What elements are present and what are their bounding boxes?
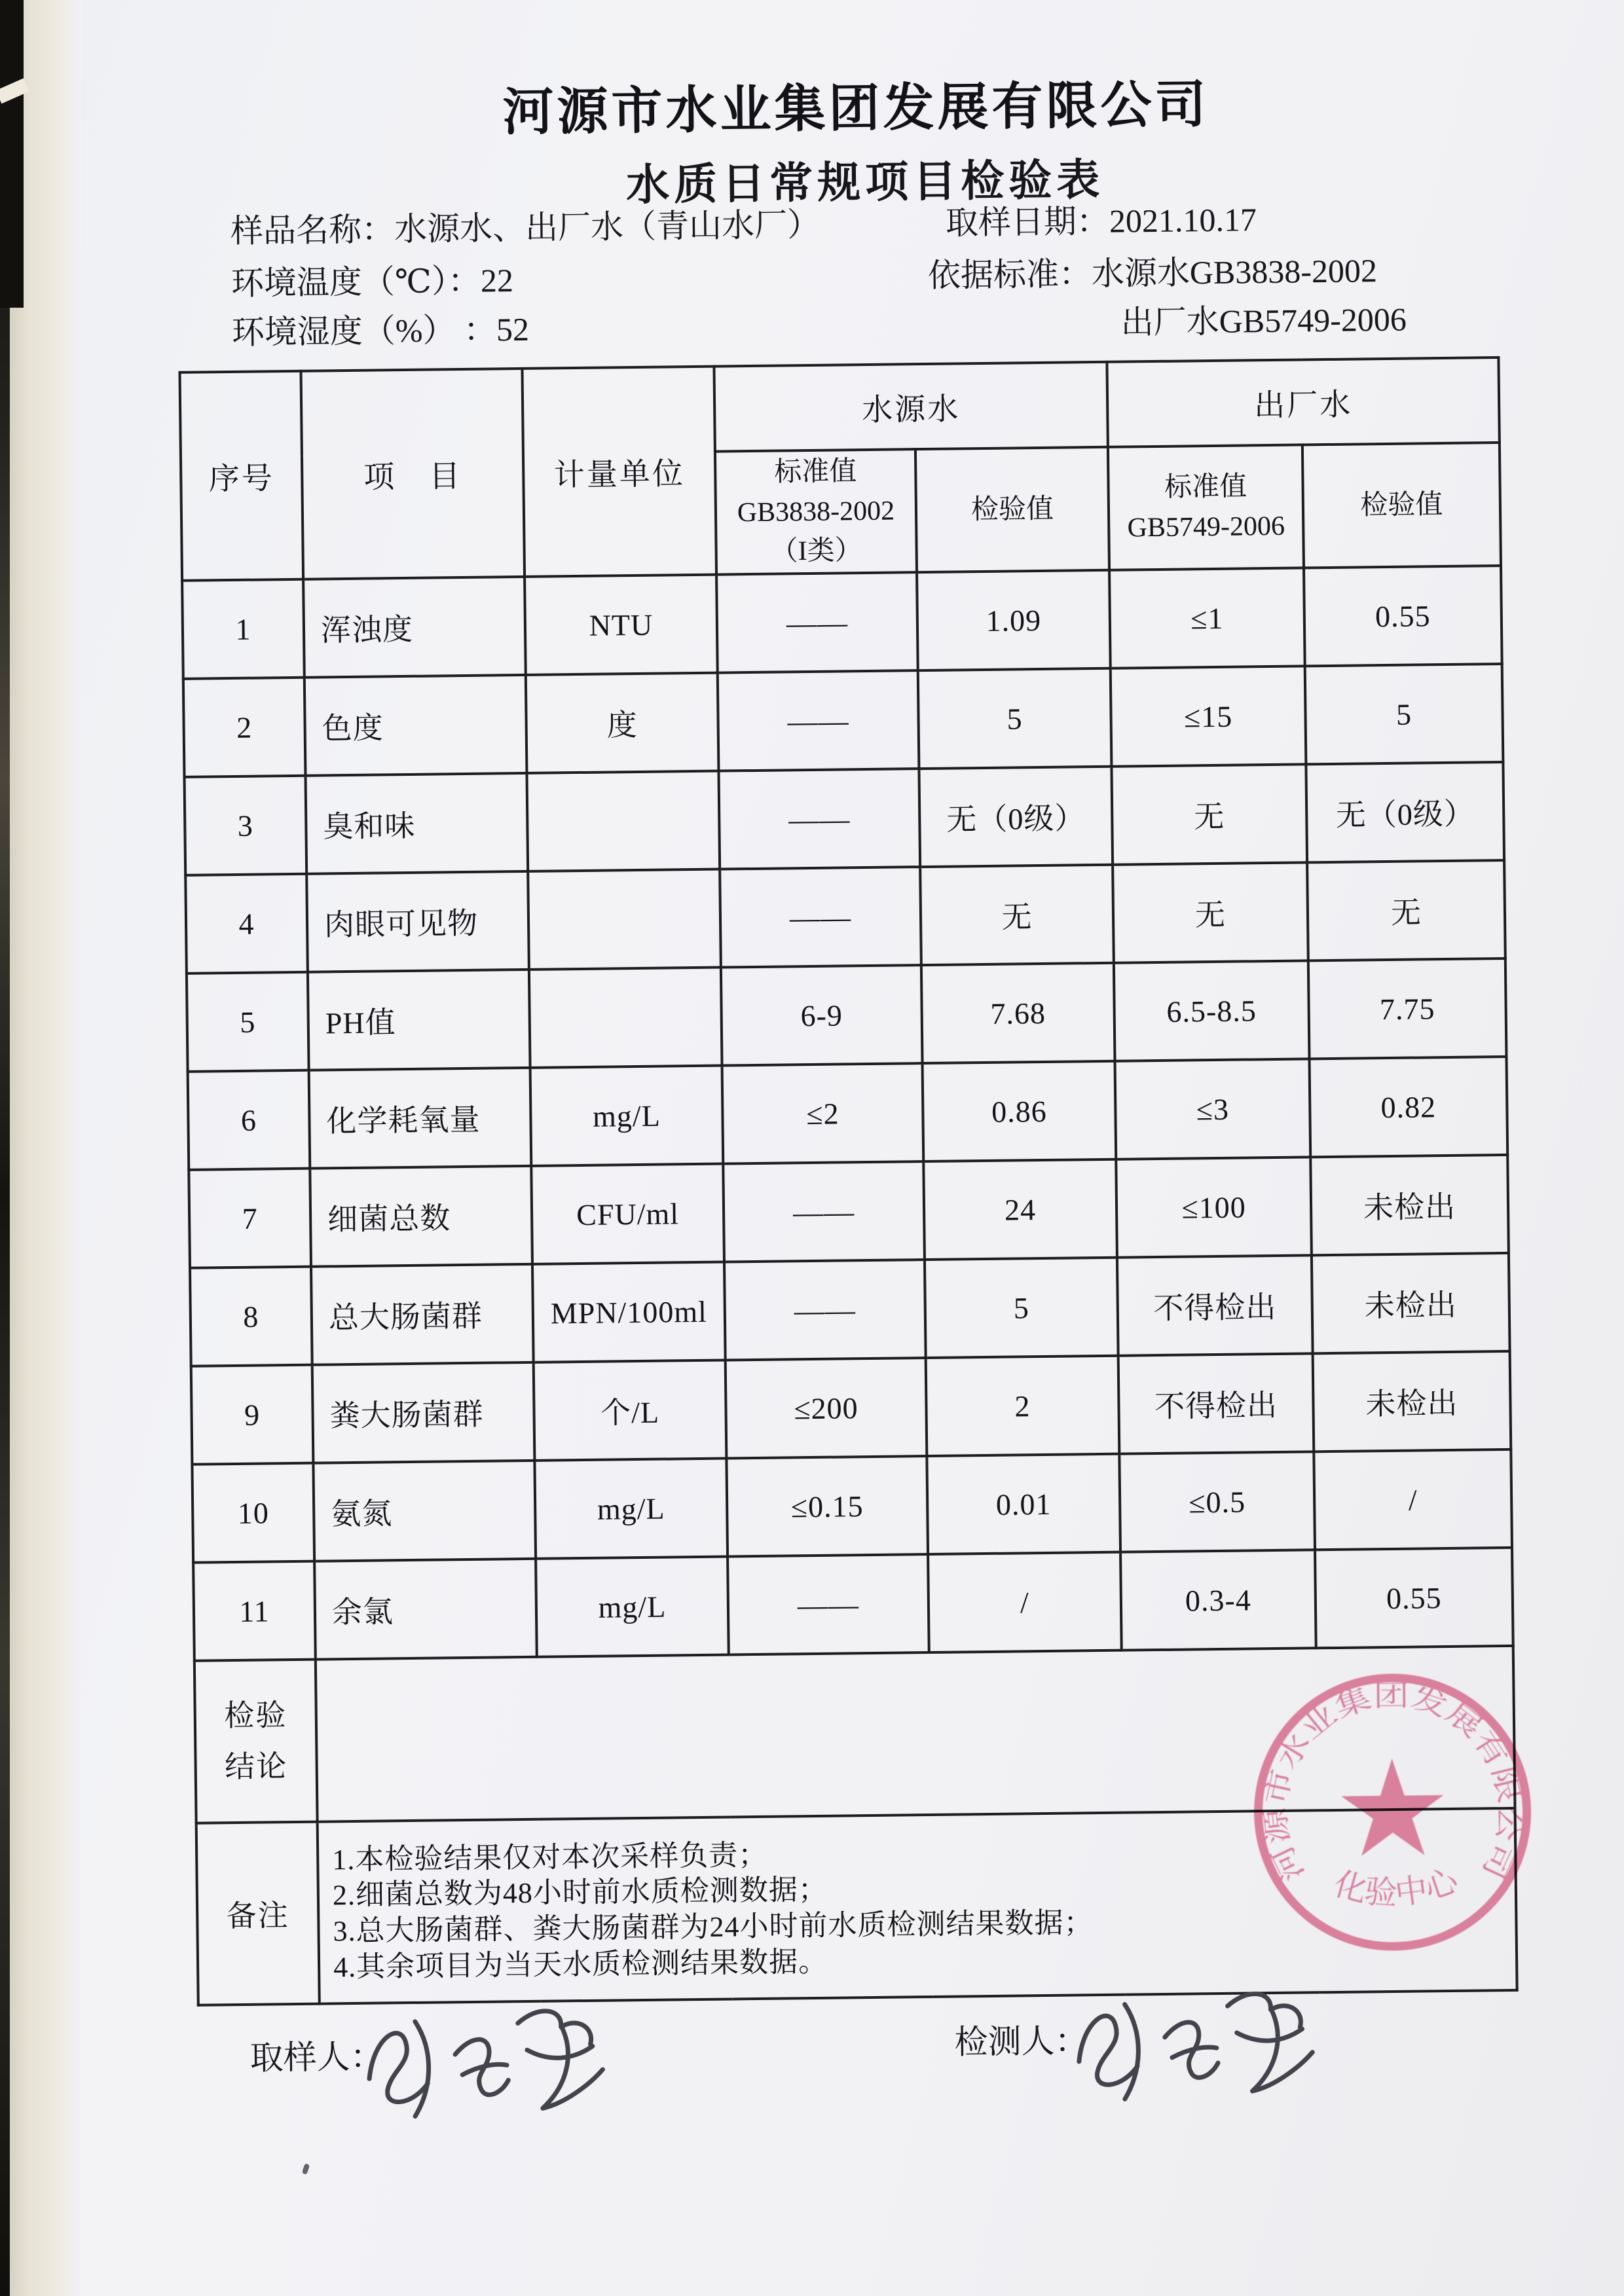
header-source-val: 检验值	[915, 447, 1109, 572]
page-title: 河源市水业集团发展有限公司	[502, 76, 1209, 141]
remark-label: 备注	[196, 1822, 320, 2005]
sample-name-line	[231, 198, 821, 252]
header-factory-val: 检验值	[1302, 443, 1501, 568]
cell-factory-standard: ≤3	[1115, 1059, 1311, 1159]
cell-source-standard: ——	[718, 769, 920, 869]
cell-factory-value: 无（0级）	[1306, 762, 1504, 862]
cell-seq: 6	[188, 1070, 310, 1170]
sample-name-value: 水源水、出厂水（青山水厂）	[394, 206, 821, 248]
cell-factory-standard: 6.5-8.5	[1114, 960, 1310, 1061]
remark-line: 3.总大肠菌群、粪大肠菌群为24小时前水质检测结果数据；	[333, 1906, 1094, 1948]
cell-unit: NTU	[525, 575, 718, 675]
cell-source-value: /	[928, 1552, 1122, 1652]
cell-source-value: 无	[920, 865, 1114, 965]
cell-unit: 个/L	[534, 1360, 727, 1461]
table-row	[192, 1449, 1512, 1563]
table-row	[185, 762, 1505, 875]
cell-factory-value: 未检出	[1312, 1253, 1510, 1353]
cell-source-standard: ≤2	[722, 1063, 924, 1163]
cell-seq: 1	[182, 579, 304, 679]
tester-signature	[1060, 1959, 1327, 2121]
cell-seq: 11	[193, 1561, 316, 1661]
cell-source-value: 1.09	[917, 570, 1111, 670]
cell-factory-standard: 无	[1111, 764, 1307, 864]
cell-seq: 5	[187, 972, 309, 1072]
standard-line	[927, 244, 1377, 297]
page-subtitle: 水质日常规项目检验表	[625, 156, 1105, 210]
sampling-date-label: 取样日期：	[945, 202, 1110, 242]
remark-line: 1.本检验结果仅对本次采样负责；	[332, 1838, 768, 1876]
cell-item: 粪大肠菌群	[312, 1362, 535, 1463]
table-row	[187, 958, 1507, 1072]
cell-factory-value: 5	[1305, 664, 1504, 764]
cell-source-standard: ≤200	[726, 1358, 927, 1458]
conclusion-label: 检验 结论	[194, 1660, 318, 1823]
cell-factory-value: 0.82	[1310, 1057, 1508, 1157]
cell-factory-value: 未检出	[1313, 1351, 1511, 1451]
standard-label: 依据标准：	[927, 255, 1092, 294]
cell-source-value: 24	[923, 1159, 1117, 1260]
cell-source-value: 0.01	[927, 1454, 1120, 1554]
cell-item: 细菌总数	[310, 1166, 532, 1267]
cell-factory-standard: ≤100	[1116, 1157, 1312, 1257]
cell-factory-standard: 不得检出	[1118, 1353, 1314, 1453]
cell-item: 余氯	[314, 1559, 537, 1660]
cell-unit: CFU/ml	[531, 1164, 724, 1264]
cell-factory-standard: ≤15	[1111, 666, 1306, 766]
cell-source-value: 2	[926, 1356, 1120, 1456]
cell-seq: 7	[189, 1169, 311, 1268]
cell-unit: 度	[526, 673, 719, 773]
cell-factory-standard: 无	[1113, 862, 1308, 962]
env-humidity-value: 52	[496, 310, 530, 348]
cell-seq: 9	[191, 1365, 314, 1465]
env-temp-value: 22	[480, 262, 514, 299]
cell-unit: mg/L	[530, 1066, 724, 1166]
company-stamp	[1240, 1660, 1545, 1964]
cell-seq: 8	[190, 1267, 312, 1366]
cell-factory-standard: ≤0.5	[1119, 1451, 1315, 1552]
cell-source-standard: ——	[728, 1554, 929, 1654]
sampling-date-value: 2021.10.17	[1109, 201, 1257, 240]
cell-factory-value: 0.55	[1304, 566, 1502, 666]
env-temp-line	[231, 254, 514, 304]
stamp-star	[1341, 1758, 1445, 1856]
sample-name-label: 样品名称：	[230, 211, 395, 249]
svg-text:化验中心	[1330, 1861, 1464, 1912]
cell-source-standard: ——	[720, 867, 921, 967]
cell-factory-value: 7.75	[1308, 958, 1507, 1059]
cell-unit: mg/L	[536, 1557, 729, 1657]
cell-seq: 4	[185, 874, 308, 974]
table-row	[182, 566, 1502, 679]
table-row	[183, 664, 1504, 777]
stamp-ring-text: 河源市水业集团发展有限公司	[1259, 1679, 1526, 1887]
stamp-center-text: 化验中心	[1330, 1861, 1463, 1912]
remark-line: 4.其余项目为当天水质检测结果数据。	[333, 1945, 828, 1983]
cell-unit	[528, 869, 721, 970]
table-row	[190, 1253, 1510, 1366]
cell-source-standard: ——	[723, 1161, 925, 1262]
cell-unit: mg/L	[534, 1459, 728, 1559]
cell-item: 浑浊度	[303, 577, 526, 678]
header-factory-std: 标准值 GB5749-2006	[1108, 445, 1304, 570]
cell-seq: 10	[192, 1463, 314, 1563]
cell-source-value: 5	[918, 668, 1112, 769]
env-humidity-label: 环境湿度（%） ：	[231, 311, 497, 351]
cell-source-value: 5	[925, 1258, 1118, 1358]
cell-item: 化学耗氧量	[309, 1068, 532, 1169]
standard-source-value: 水源水GB3838-2002	[1091, 252, 1378, 293]
cell-source-value: 7.68	[921, 963, 1115, 1063]
header-item: 项 目	[301, 369, 525, 579]
header-source-std: 标准值 GB3838-2002 （I类）	[715, 449, 917, 574]
remark-line: 2.细菌总数为48小时前水质检测数据；	[332, 1874, 828, 1912]
standard-factory-line	[1120, 293, 1407, 344]
header-seq: 序号	[179, 371, 303, 581]
cell-source-value: 0.86	[923, 1061, 1116, 1161]
cell-unit	[526, 771, 720, 871]
table-row	[191, 1351, 1511, 1465]
cell-item: PH值	[308, 970, 530, 1070]
cell-factory-standard: ≤1	[1109, 568, 1305, 668]
sampler-label: 取样人：	[249, 2039, 384, 2077]
cell-factory-value: 0.55	[1315, 1548, 1513, 1648]
cell-source-standard: ≤0.15	[726, 1456, 928, 1556]
cell-item: 氨氮	[313, 1461, 536, 1561]
table-row	[189, 1155, 1509, 1268]
cell-source-standard: ——	[718, 670, 919, 771]
cell-item: 肉眼可见物	[306, 871, 529, 972]
cell-unit	[529, 968, 722, 1068]
header-unit: 计量单位	[522, 367, 716, 577]
header-source-group: 水源水	[714, 362, 1107, 452]
cell-source-standard: ——	[716, 572, 918, 672]
cell-item: 臭和味	[305, 773, 528, 874]
table-row	[193, 1548, 1513, 1661]
standard-factory-value: 出厂水GB5749-2006	[1120, 301, 1407, 341]
cell-source-value: 无（0级）	[919, 767, 1113, 867]
sampling-date-line	[946, 193, 1257, 244]
sampler-signature	[350, 1977, 618, 2138]
env-humidity-line	[231, 303, 529, 354]
table-row	[185, 860, 1505, 974]
cell-item: 色度	[304, 675, 527, 776]
tester-label: 检测人：	[954, 2023, 1088, 2062]
cell-seq: 3	[185, 776, 307, 875]
env-temp-label: 环境温度（℃）：	[231, 262, 481, 302]
header-factory-group: 出厂水	[1107, 357, 1499, 447]
table-row	[188, 1057, 1508, 1170]
cell-factory-standard: 0.3-4	[1120, 1550, 1316, 1650]
cell-factory-standard: 不得检出	[1117, 1255, 1313, 1355]
cell-seq: 2	[183, 678, 306, 777]
cell-source-standard: 6-9	[721, 965, 923, 1065]
cell-source-standard: ——	[724, 1260, 926, 1360]
cell-factory-value: /	[1314, 1449, 1512, 1550]
cell-item: 总大肠菌群	[311, 1264, 534, 1365]
cell-factory-value: 无	[1307, 860, 1505, 960]
cell-factory-value: 未检出	[1310, 1155, 1509, 1255]
cell-unit: MPN/100ml	[532, 1262, 726, 1362]
